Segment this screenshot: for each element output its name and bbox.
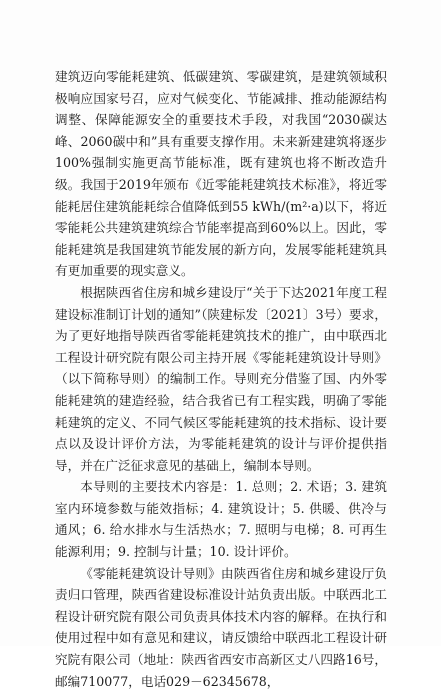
paragraph-background: 根据陕西省住房和城乡建设厅“关于下达2021年度工程建设标准制订计划的通知”（陕建标发〔2021〕3号）要求，为了更好地指导陕西省零能耗建筑技术的推广，由中联西北工程设计研究院有限公司主持开展《零能耗建筑设计导则》（以下简称导则）的编制工作。导则充分借鉴了国、内外零能耗建筑的建造经验，结合我省已有工程实践，明确了零能耗建筑的定义、不同气候区零能耗建筑的技术指标、设计要点以及设计评价方法，为零能耗建筑的设计与评价提供指导，并在广泛征求意见的基础上，编制本导则。 [55,284,387,473]
paragraph-management: 《零能耗建筑设计导则》由陕西省住房和城乡建设厅负责归口管理，陕西省建设标准设计站负责出版。中联西北工程设计研究院有限公司负责具体技术内容的解释。在执行和使用过程中如有意见和建议，请反馈给中联西北工程设计研究院有限公司（地址：陕西省西安市高新区丈八四路16号，邮编710077，电话029－62345678， [55,565,387,689]
paragraph-intro: 建筑迈向零能耗建筑、低碳建筑、零碳建筑，是建筑领域积极响应国家号召，应对气候变化、节能减排、推动能源结构调整、保障能源安全的重要技术手段，对我国“2030碳达峰、2060碳中和”具有重要支撑作用。未来新建建筑将逐步100%强制实施更高节能标准，既有建筑也将不断改造升级。我国于2019年颁布《近零能耗建筑技术标准》，将近零能耗居住建筑能耗综合值降低到55 kWh/(m²·a)以下，将近零能耗公共建筑建筑综合节能率提高到60%以上。因此，零能耗建筑是我国建筑节能发展的新方向，发展零能耗建筑具有更加重要的现实意义。 [55,69,387,279]
body-text [55,66,387,692]
paragraph-contents: 本导则的主要技术内容是：1. 总则；2. 术语；3. 建筑室内环境参数与能效指标；4. 建筑设计；5. 供暖、供冷与通风；6. 给水排水与生活热水；7. 照明与电梯；8. 可再生能源利用；9. 控制与计量；10. 设计评价。 [55,479,387,560]
